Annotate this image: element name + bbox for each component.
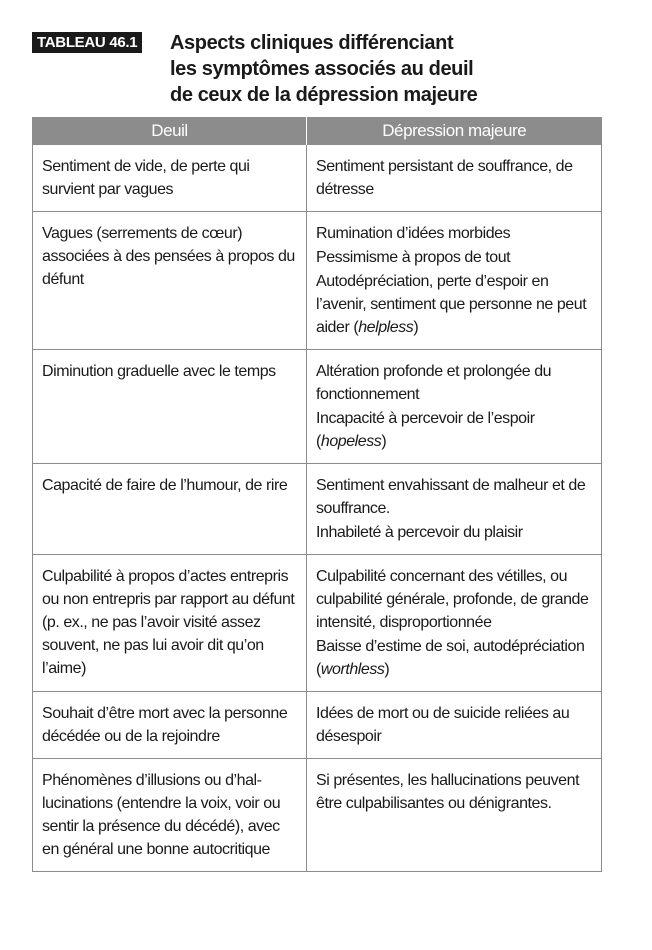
table-row: [33, 145, 602, 212]
depression-text: Incapacité à percevoir de l’espoir (: [316, 410, 535, 450]
deuil-cell: [33, 350, 307, 464]
depression-entry: [316, 407, 595, 453]
closing-paren: ): [381, 433, 387, 450]
deuil-cell: [33, 692, 307, 759]
table-row: [33, 555, 602, 692]
english-term: worthless: [320, 661, 385, 678]
depression-text: Autodépréciation, perte d’espoir en l’avenir, sentiment que personne ne peut aider (: [316, 273, 587, 336]
deuil-cell: [33, 555, 307, 692]
table-row: [33, 464, 602, 555]
depression-cell: [307, 692, 602, 759]
table-row: [33, 692, 602, 759]
depression-entry: [316, 769, 595, 815]
depression-entry: [316, 474, 595, 520]
column-header-depression: Dépression majeure: [307, 117, 602, 145]
deuil-text: Vagues (serrements de cœur) associées à des pensées à propos du défunt: [42, 225, 295, 288]
deuil-cell: [33, 464, 307, 555]
closing-paren: ): [384, 661, 390, 678]
depression-cell: [307, 212, 602, 350]
depression-text: Rumination d’idées morbides: [316, 225, 511, 242]
depression-cell: [307, 555, 602, 692]
table-row: [33, 350, 602, 464]
depression-text: Baisse d’estime de soi, autodépréciation (: [316, 638, 585, 678]
depression-cell: [307, 145, 602, 212]
title-line: de ceux de la dépression majeure: [170, 84, 478, 106]
deuil-text: Culpabilité à propos d’actes entrepris ou non entrepris par rapport au défunt (p. ex., ne pas l’avoir visité assez souvent, ne pas lui avoir dit qu’on l’aime): [42, 568, 295, 677]
depression-entry: [316, 222, 595, 245]
deuil-text: Sentiment de vide, de perte qui survient par vagues: [42, 158, 250, 198]
depression-cell: [307, 350, 602, 464]
deuil-cell: [33, 212, 307, 350]
english-term: hopeless: [320, 433, 382, 450]
closing-paren: ): [413, 319, 419, 336]
depression-text: Idées de mort ou de suicide reliées au désespoir: [316, 705, 570, 745]
depression-entry: [316, 702, 595, 748]
depression-text: Altération profonde et prolongée du fonctionnement: [316, 363, 552, 403]
deuil-text: Diminution graduelle avec le temps: [42, 363, 276, 380]
depression-text: Si présentes, les hallucinations peuvent être culpabilisantes ou dénigrantes.: [316, 772, 580, 812]
deuil-cell: [33, 145, 307, 212]
depression-entry: [316, 360, 595, 406]
column-header-deuil: Deuil: [33, 117, 307, 145]
depression-text: Pessimisme à propos de tout: [316, 249, 511, 266]
deuil-text: Capacité de faire de l’humour, de rire: [42, 477, 288, 494]
table-row: [33, 212, 602, 350]
deuil-text: Phénomènes d’illusions ou d’hallucinations (entendre la voix, voir ou sentir la présence du décédé), avec en général une bonne autocritique: [42, 772, 281, 858]
column-header-row: [33, 117, 602, 145]
depression-entry: [316, 246, 595, 269]
depression-text: Sentiment persistant de souffrance, de détresse: [316, 158, 573, 198]
depression-entry: [316, 565, 595, 634]
depression-entry: [316, 521, 595, 544]
depression-text: Inhabileté à percevoir du plaisir: [316, 524, 523, 541]
english-term: helpless: [358, 319, 414, 336]
depression-entry: [316, 635, 595, 681]
depression-cell: [307, 464, 602, 555]
table-number-badge: TABLEAU 46.1: [32, 32, 142, 53]
table-row: [33, 759, 602, 872]
deuil-text: Souhait d’être mort avec la personne décédée ou de la rejoindre: [42, 705, 288, 745]
table-title: [170, 30, 590, 108]
depression-text: Sentiment envahissant de malheur et de souffrance.: [316, 477, 586, 517]
depression-entry: [316, 155, 595, 201]
title-line: Aspects cliniques différenciant: [170, 32, 454, 54]
title-line: les symptômes associés au deuil: [170, 58, 474, 80]
depression-text: Culpabilité concernant des vétilles, ou culpabilité générale, profonde, de grande intensité, disproportionnée: [316, 568, 589, 631]
depression-cell: [307, 759, 602, 872]
deuil-cell: [33, 759, 307, 872]
depression-entry: [316, 270, 595, 339]
comparison-table: [32, 117, 602, 872]
